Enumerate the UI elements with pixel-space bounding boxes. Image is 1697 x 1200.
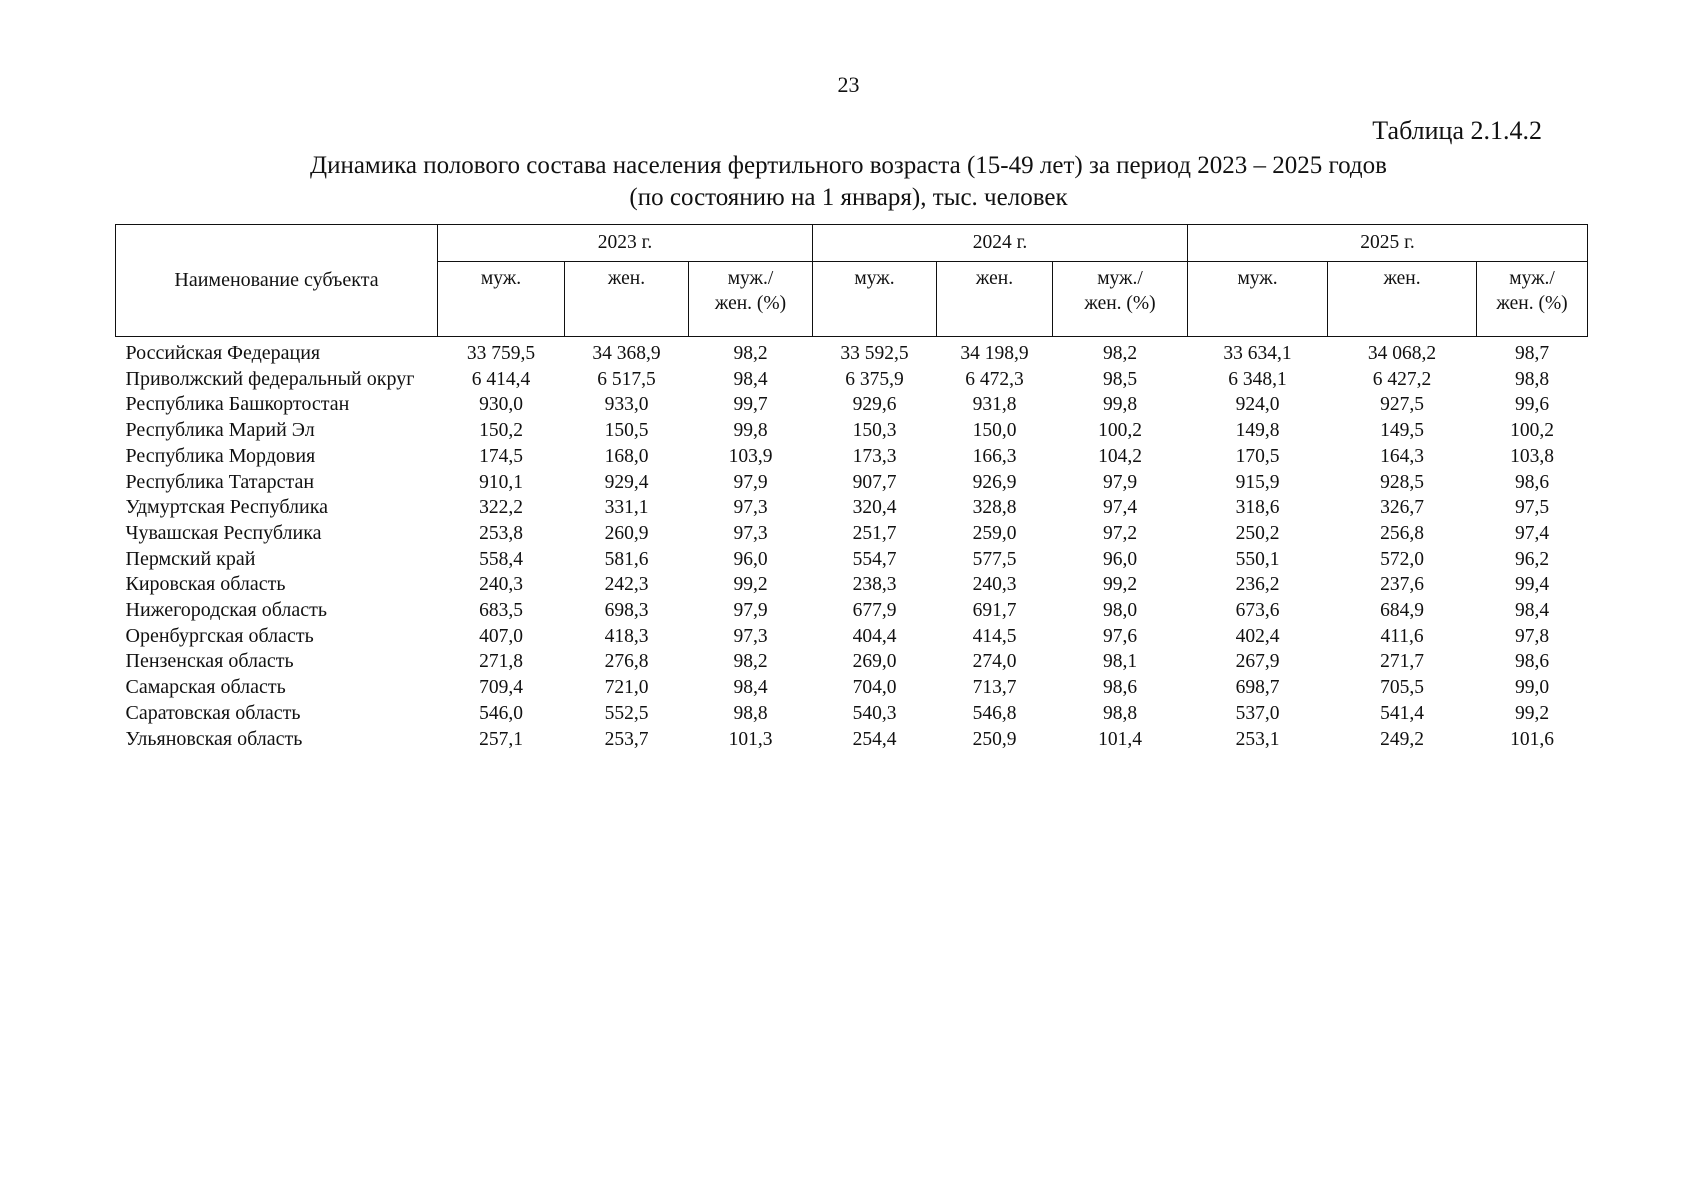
value-cell: 331,1 [604, 497, 649, 519]
value-cell: 97,3 [733, 497, 768, 519]
value-cell: 683,5 [479, 600, 523, 622]
table-row [116, 495, 1588, 521]
table-row [116, 598, 1588, 624]
value-cell: 97,9 [733, 600, 768, 622]
value-cell: 103,8 [1510, 445, 1554, 467]
header-female: жен. [565, 262, 689, 337]
value-cell: 705,5 [1380, 677, 1424, 699]
value-cell: 99,2 [1102, 574, 1138, 596]
header-year-2024: 2024 г. [813, 225, 1188, 262]
value-cell: 915,9 [1235, 471, 1280, 493]
value-cell: 709,4 [479, 677, 523, 699]
value-cell: 170,5 [1235, 445, 1280, 467]
value-cell: 907,7 [852, 471, 897, 493]
value-cell: 98,8 [1102, 702, 1138, 724]
value-cell: 269,0 [852, 651, 897, 673]
value-cell: 97,5 [1514, 497, 1550, 519]
value-cell: 322,2 [479, 497, 523, 519]
header-ratio-line-1: муж./ [1097, 268, 1143, 289]
subject-name-cell: Кировская область [125, 573, 286, 596]
value-cell: 274,0 [972, 651, 1017, 673]
value-cell: 259,0 [972, 522, 1017, 544]
value-cell: 99,2 [1514, 702, 1550, 724]
value-cell: 928,5 [1380, 471, 1424, 493]
value-cell: 254,4 [852, 728, 897, 750]
value-cell: 249,2 [1380, 728, 1424, 750]
value-cell: 99,7 [733, 394, 768, 416]
value-cell: 149,8 [1235, 420, 1280, 442]
value-cell: 6 348,1 [1228, 368, 1287, 390]
header-subject: Наименование субъекта [116, 225, 438, 337]
table-row [116, 470, 1588, 496]
value-cell: 326,7 [1380, 497, 1424, 519]
value-cell: 540,3 [852, 702, 897, 724]
table-body [116, 337, 1588, 753]
table-row [116, 701, 1588, 727]
header-ratio-line-2: жен. (%) [714, 293, 787, 314]
table-row [116, 444, 1588, 470]
subject-name-cell: Ульяновская область [125, 727, 303, 750]
subject-name-cell: Республика Марий Эл [125, 419, 315, 442]
value-cell: 6 517,5 [597, 368, 656, 390]
value-cell: 6 472,3 [965, 368, 1024, 390]
value-cell: 97,3 [733, 625, 768, 647]
value-cell: 577,5 [972, 548, 1017, 570]
title-line-2: (по состоянию на 1 января), тыс. человек [629, 184, 1068, 211]
value-cell: 150,3 [852, 420, 897, 442]
subject-name-cell: Самарская область [125, 676, 286, 699]
value-cell: 98,6 [1102, 677, 1138, 699]
subject-name-cell: Чувашская Республика [125, 521, 322, 544]
value-cell: 931,8 [972, 394, 1017, 416]
value-cell: 929,4 [604, 471, 649, 493]
table-row [116, 649, 1588, 675]
value-cell: 242,3 [604, 574, 649, 596]
value-cell: 173,3 [852, 445, 897, 467]
value-cell: 698,7 [1235, 677, 1280, 699]
value-cell: 97,8 [1514, 625, 1550, 647]
header-male: муж. [1188, 262, 1328, 337]
value-cell: 253,1 [1235, 728, 1280, 750]
value-cell: 100,2 [1098, 420, 1142, 442]
value-cell: 926,9 [972, 471, 1017, 493]
value-cell: 240,3 [972, 574, 1017, 596]
value-cell: 98,4 [733, 677, 768, 699]
value-cell: 34 068,2 [1367, 343, 1437, 364]
value-cell: 99,2 [733, 574, 768, 596]
value-cell: 256,8 [1380, 522, 1424, 544]
value-cell: 33 759,5 [466, 343, 536, 364]
table-row [116, 521, 1588, 547]
value-cell: 174,5 [479, 445, 523, 467]
value-cell: 96,0 [733, 548, 768, 570]
value-cell: 149,5 [1380, 420, 1424, 442]
value-cell: 318,6 [1235, 497, 1280, 519]
value-cell: 6 427,2 [1372, 368, 1432, 390]
value-cell: 98,2 [733, 343, 768, 364]
value-cell: 328,8 [972, 497, 1017, 519]
value-cell: 98,4 [733, 368, 768, 390]
value-cell: 98,5 [1102, 368, 1138, 390]
value-cell: 250,2 [1235, 522, 1280, 544]
table-row [116, 624, 1588, 650]
header-ratio-line-1: муж./ [727, 268, 774, 289]
value-cell: 240,3 [479, 574, 523, 596]
value-cell: 98,7 [1514, 343, 1550, 364]
value-cell: 99,8 [733, 420, 768, 442]
value-cell: 98,8 [733, 702, 768, 724]
value-cell: 164,3 [1380, 445, 1424, 467]
value-cell: 101,3 [728, 728, 773, 750]
value-cell: 150,5 [604, 420, 649, 442]
value-cell: 684,9 [1380, 600, 1424, 622]
value-cell: 97,6 [1102, 625, 1138, 647]
value-cell: 97,2 [1102, 522, 1138, 544]
data-table [115, 224, 1588, 752]
value-cell: 238,3 [852, 574, 897, 596]
table-label: Таблица 2.1.4.2 [1372, 116, 1542, 145]
table-title [0, 150, 1697, 214]
value-cell: 271,7 [1380, 651, 1424, 673]
value-cell: 97,9 [1102, 471, 1138, 493]
value-cell: 677,9 [852, 600, 897, 622]
header-ratio [1053, 262, 1188, 337]
value-cell: 96,0 [1102, 548, 1138, 570]
header-year-2025: 2025 г. [1188, 225, 1588, 262]
value-cell: 572,0 [1380, 548, 1424, 570]
value-cell: 101,4 [1098, 728, 1142, 750]
value-cell: 34 368,9 [592, 343, 661, 364]
value-cell: 98,6 [1514, 471, 1550, 493]
value-cell: 98,2 [1102, 343, 1138, 364]
title-line-1: Динамика полового состава населения фертильного возраста (15-49 лет) за период 2023 – 2025 годов [310, 152, 1387, 179]
value-cell: 271,8 [479, 651, 523, 673]
value-cell: 98,4 [1514, 600, 1550, 622]
value-cell: 276,8 [604, 651, 649, 673]
value-cell: 546,0 [479, 702, 523, 724]
value-cell: 713,7 [972, 677, 1017, 699]
value-cell: 552,5 [604, 702, 649, 724]
table-row [116, 337, 1588, 367]
value-cell: 402,4 [1235, 625, 1280, 647]
value-cell: 698,3 [604, 600, 649, 622]
value-cell: 550,1 [1235, 548, 1280, 570]
value-cell: 98,6 [1514, 651, 1550, 673]
header-ratio-line-2: жен. (%) [1496, 293, 1568, 314]
value-cell: 541,4 [1380, 702, 1424, 724]
table-row [116, 675, 1588, 701]
subject-name-cell: Республика Мордовия [125, 444, 316, 467]
subject-name-cell: Республика Татарстан [125, 470, 315, 493]
header-male: муж. [438, 262, 565, 337]
value-cell: 250,9 [972, 728, 1017, 750]
value-cell: 98,2 [733, 651, 768, 673]
value-cell: 546,8 [972, 702, 1017, 724]
value-cell: 99,8 [1102, 394, 1138, 416]
value-cell: 33 634,1 [1223, 343, 1292, 364]
table-row [116, 418, 1588, 444]
value-cell: 98,1 [1102, 651, 1138, 673]
value-cell: 260,9 [604, 522, 649, 544]
value-cell: 97,4 [1102, 497, 1138, 519]
subject-name-cell: Удмуртская Республика [125, 496, 328, 519]
table-row [116, 392, 1588, 418]
page-number: 23 [837, 72, 860, 97]
table-row [116, 572, 1588, 598]
value-cell: 98,8 [1514, 368, 1550, 390]
value-cell: 924,0 [1235, 394, 1280, 416]
value-cell: 97,4 [1514, 522, 1550, 544]
table-row [116, 727, 1588, 753]
value-cell: 97,9 [733, 471, 768, 493]
value-cell: 33 592,5 [840, 343, 909, 364]
value-cell: 6 375,9 [845, 368, 904, 390]
value-cell: 933,0 [604, 394, 649, 416]
value-cell: 418,3 [604, 625, 649, 647]
value-cell: 704,0 [852, 677, 897, 699]
header-female: жен. [937, 262, 1053, 337]
header-female: жен. [1328, 262, 1477, 337]
value-cell: 929,6 [852, 394, 897, 416]
header-ratio-line-2: жен. (%) [1084, 293, 1156, 314]
value-cell: 558,4 [479, 548, 523, 570]
value-cell: 237,6 [1380, 574, 1424, 596]
value-cell: 673,6 [1235, 600, 1280, 622]
value-cell: 253,7 [604, 728, 649, 750]
value-cell: 253,8 [479, 522, 523, 544]
header-ratio-line-1: муж./ [1509, 268, 1555, 289]
value-cell: 150,2 [479, 420, 523, 442]
value-cell: 99,6 [1514, 394, 1550, 416]
header-male: муж. [813, 262, 937, 337]
subject-name-cell: Нижегородская область [125, 599, 328, 622]
value-cell: 6 414,4 [471, 368, 531, 390]
table-row [116, 547, 1588, 573]
value-cell: 166,3 [972, 445, 1017, 467]
value-cell: 99,0 [1514, 677, 1550, 699]
subject-name-cell: Оренбургская область [125, 624, 314, 647]
header-ratio [689, 262, 813, 337]
value-cell: 251,7 [852, 522, 897, 544]
subject-name-cell: Российская Федерация [125, 342, 321, 364]
subject-name-cell: Пензенская область [125, 650, 294, 673]
value-cell: 236,2 [1235, 574, 1280, 596]
value-cell: 581,6 [604, 548, 649, 570]
subject-name-cell: Республика Башкортостан [125, 393, 350, 416]
table-row [116, 367, 1588, 393]
value-cell: 320,4 [852, 497, 897, 519]
header-ratio [1477, 262, 1588, 337]
value-cell: 97,3 [733, 522, 768, 544]
value-cell: 150,0 [972, 420, 1017, 442]
value-cell: 404,4 [852, 625, 897, 647]
value-cell: 98,0 [1102, 600, 1138, 622]
value-cell: 407,0 [479, 625, 523, 647]
value-cell: 104,2 [1098, 445, 1142, 467]
value-cell: 927,5 [1380, 394, 1424, 416]
value-cell: 34 198,9 [960, 343, 1029, 364]
value-cell: 99,4 [1514, 574, 1550, 596]
subject-name-cell: Саратовская область [125, 701, 301, 724]
value-cell: 721,0 [604, 677, 649, 699]
value-cell: 537,0 [1235, 702, 1280, 724]
subject-name-cell: Пермский край [125, 547, 256, 570]
value-cell: 96,2 [1514, 548, 1550, 570]
value-cell: 257,1 [479, 728, 523, 750]
value-cell: 168,0 [604, 445, 649, 467]
value-cell: 267,9 [1235, 651, 1280, 673]
value-cell: 414,5 [972, 625, 1017, 647]
value-cell: 930,0 [479, 394, 523, 416]
subject-name-cell: Приволжский федеральный округ [125, 367, 415, 390]
value-cell: 100,2 [1510, 420, 1554, 442]
value-cell: 411,6 [1380, 625, 1424, 647]
value-cell: 910,1 [479, 471, 523, 493]
value-cell: 691,7 [972, 600, 1017, 622]
header-year-2023: 2023 г. [438, 225, 813, 262]
value-cell: 554,7 [852, 548, 897, 570]
value-cell: 101,6 [1510, 728, 1554, 750]
value-cell: 103,9 [728, 445, 773, 467]
